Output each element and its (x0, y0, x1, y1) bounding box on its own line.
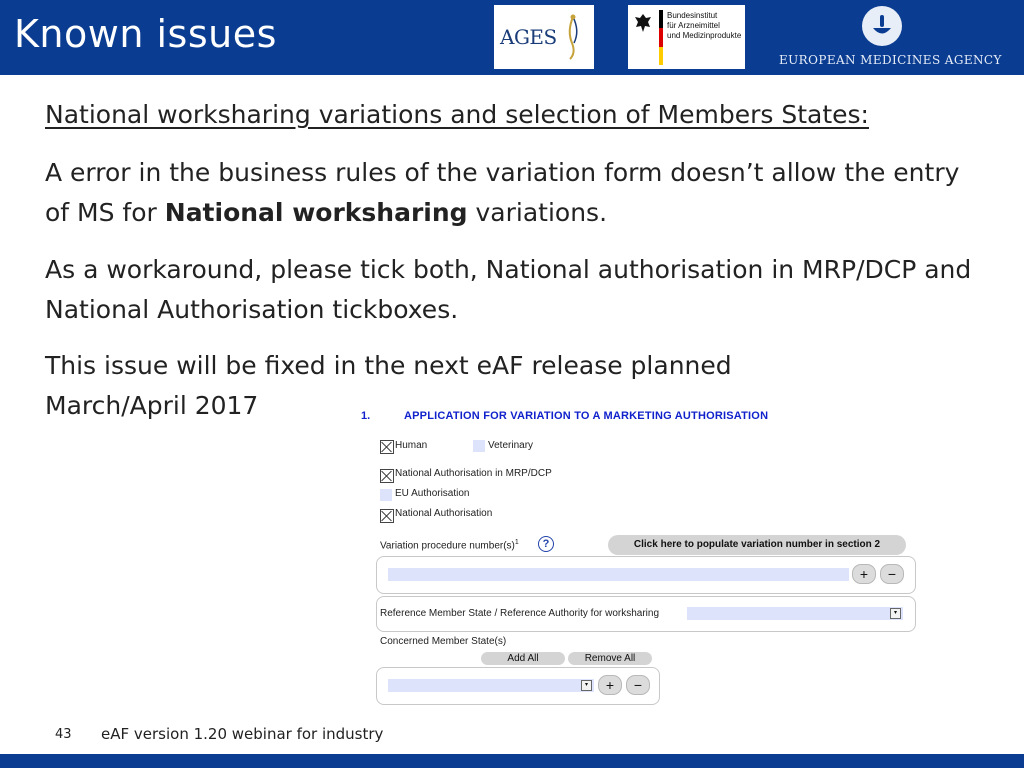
ages-logo-text: AGES (500, 25, 557, 49)
concerned-member-state-select[interactable] (388, 679, 594, 692)
form-section-title: APPLICATION FOR VARIATION TO A MARKETING AUTHORISATION (404, 410, 769, 422)
reference-member-state-label: Reference Member State / Reference Authority for worksharing (380, 608, 660, 619)
reference-member-state-frame (376, 596, 916, 632)
variation-number-input[interactable] (388, 568, 849, 581)
page-number: 43 (55, 727, 72, 742)
paragraph-error: A error in the business rules of the variation form doesn’t allow the entry of MS for National worksharing variations. (45, 158, 960, 227)
veterinary-label: Veterinary (488, 440, 534, 451)
remove-concerned-member-state-button[interactable]: − (626, 675, 650, 695)
paragraph-fix-planned: This issue will be fixed in the next eAF release planned March/April 2017 (45, 351, 732, 420)
concerned-member-states-frame (376, 667, 660, 705)
concerned-member-states-label: Concerned Member State(s) (380, 636, 507, 647)
human-label: Human (395, 440, 428, 451)
german-flag-stripe (659, 10, 663, 65)
header-bar (0, 0, 1024, 75)
ages-logo (494, 5, 594, 69)
section-heading: National worksharing variations and selection of Members States: (45, 100, 869, 129)
national-authorisation-mrp-dcp-label: National Authorisation in MRP/DCP (395, 468, 552, 479)
footer-text: eAF version 1.20 webinar for industry (101, 725, 384, 743)
add-variation-number-button[interactable]: + (852, 564, 876, 584)
ages-figure-icon (560, 13, 586, 61)
paragraph-workaround: As a workaround, please tick both, National authorisation in MRP/DCP and National Authorisation tickboxes. (45, 255, 972, 324)
reference-dropdown-arrow-icon[interactable]: ▾ (890, 608, 901, 619)
national-authorisation-checkbox[interactable] (380, 509, 394, 523)
bottom-bar (0, 754, 1024, 768)
human-checkbox[interactable] (380, 440, 394, 454)
slide-title: Known issues (14, 12, 277, 56)
variation-number-label: Variation procedure $number(s)^1$ (380, 539, 519, 552)
remove-all-button[interactable]: Remove All (568, 652, 652, 665)
bfarm-logo-text: Bundesinstitut für Arzneimittel und Medizinprodukte (667, 11, 742, 40)
ema-logo-text: EUROPEAN MEDICINES AGENCY (779, 53, 1002, 67)
bold-national-worksharing: National worksharing (164, 198, 468, 227)
form-section-number: 1. (361, 410, 371, 422)
remove-variation-number-button[interactable]: − (880, 564, 904, 584)
concerned-dropdown-arrow-icon[interactable]: ▾ (581, 680, 592, 691)
populate-variation-number-button[interactable]: Click here to populate variation number in section 2 (608, 535, 906, 555)
eagle-icon (634, 12, 652, 34)
add-concerned-member-state-button[interactable]: + (598, 675, 622, 695)
national-authorisation-label: National Authorisation (395, 508, 493, 519)
bfarm-logo (628, 5, 745, 69)
reference-member-state-select[interactable] (687, 607, 903, 620)
eu-authorisation-label: EU Authorisation (395, 488, 470, 499)
help-icon[interactable]: ? (538, 536, 554, 552)
eu-authorisation-checkbox[interactable] (380, 489, 392, 501)
veterinary-checkbox[interactable] (473, 440, 485, 452)
ema-emblem-icon (862, 6, 902, 46)
variation-number-frame (376, 556, 916, 594)
variation-form-excerpt (352, 405, 932, 705)
add-all-button[interactable]: Add All (481, 652, 565, 665)
national-authorisation-mrp-dcp-checkbox[interactable] (380, 469, 394, 483)
